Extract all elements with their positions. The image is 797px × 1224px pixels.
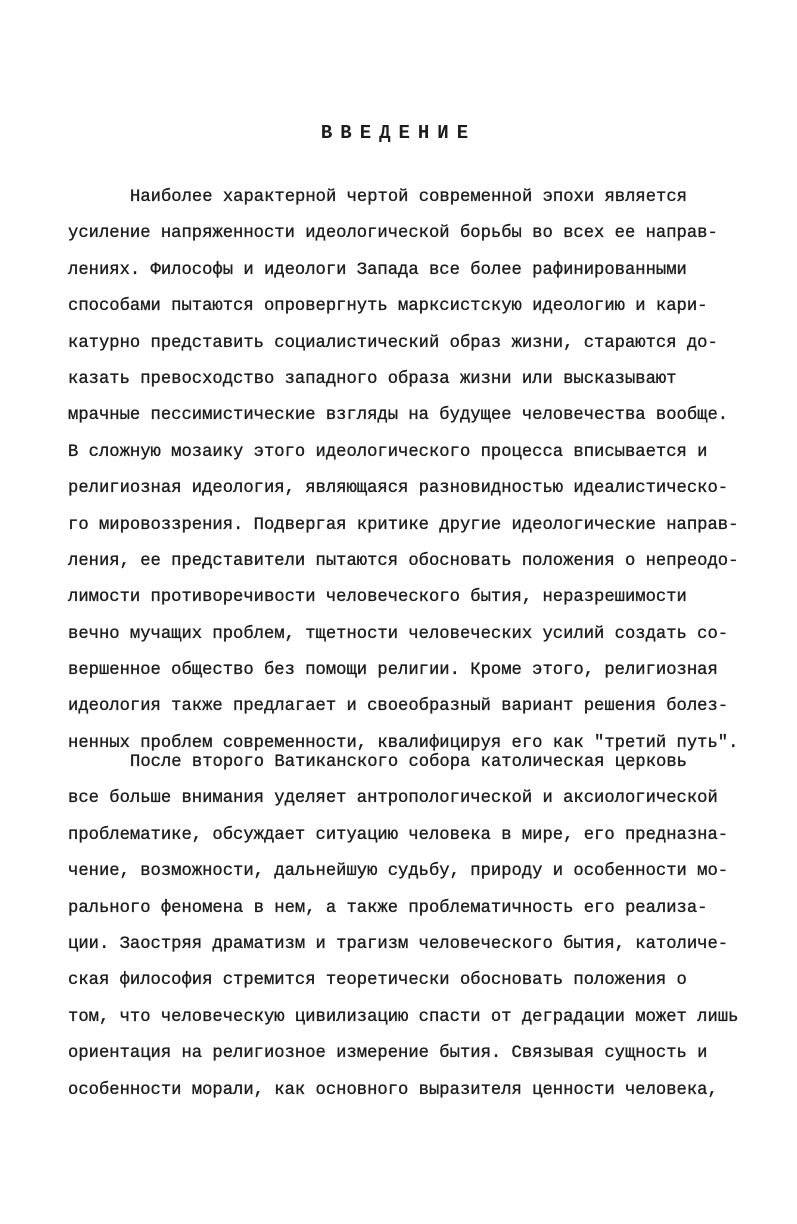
text-line: том, что человеческую цивилизацию спасти от деградации может лишь <box>68 1007 739 1027</box>
page-title: ВВЕДЕНИЕ <box>320 122 477 144</box>
paragraph-1 <box>68 180 768 762</box>
text-line: ориентация на религиозное измерение бытия. Связывая сущность и <box>68 1044 708 1064</box>
text-line: мрачные пессимистические взгляды на будущее человечества вообще. <box>68 406 729 426</box>
text-line: лениях. Философы и идеологи Запада все более рафинированными <box>68 260 687 280</box>
text-line: все больше внимания уделяет антропологической и аксиологической <box>68 789 718 809</box>
text-line: идеология также предлагает и своеобразный вариант решения болез- <box>68 697 729 717</box>
text-line: После второго Ватиканского собора католическая церковь <box>130 753 687 772</box>
text-line: особенности морали, как основного выразителя ценности человека, <box>68 1080 718 1100</box>
text-line: го мировоззрения. Подвергая критике другие идеологические направ- <box>68 515 739 535</box>
text-line: Наиболее характерной чертой современной эпохи является <box>130 188 687 207</box>
text-line: вечно мучащих проблем, тщетности человеческих усилий создать со- <box>68 624 729 644</box>
text-line: способами пытаются опровергнуть марксистскую идеологию и кари- <box>68 297 708 317</box>
text-line: религиозная идеология, являющаяся разновидностью идеалистическо- <box>68 479 729 499</box>
text-line: ции. Заостряя драматизм и трагизм человеческого бытия, католиче- <box>68 934 729 954</box>
text-line: ненных проблем современности, квалифицируя его как "третий путь". <box>68 733 739 753</box>
paragraph-2 <box>68 745 768 1109</box>
text-line: проблематике, обсуждает ситуацию человека в мире, его предназна- <box>68 825 729 845</box>
text-line: В сложную мозаику этого идеологического процесса вписывается и <box>68 442 708 462</box>
text-line: катурно представить социалистический образ жизни, стараются до- <box>68 333 718 353</box>
text-line: лимости противоречивости человеческого бытия, неразрешимости <box>68 588 687 608</box>
text-line: рального феномена в нем, а также проблематичность его реализа- <box>68 898 708 918</box>
text-line: ская философия стремится теоретически обосновать положения о <box>68 971 687 991</box>
text-line: ления, ее представители пытаются обосновать положения о непреодо- <box>68 551 739 571</box>
text-line: чение, возможности, дальнейшую судьбу, природу и особенности мо- <box>68 862 729 882</box>
text-line: усиление напряженности идеологической борьбы во всех ее направ- <box>68 224 718 244</box>
text-line: вершенное общество без помощи религии. Кроме этого, религиозная <box>68 661 718 681</box>
text-line: казать превосходство западного образа жизни или высказывают <box>68 369 677 389</box>
